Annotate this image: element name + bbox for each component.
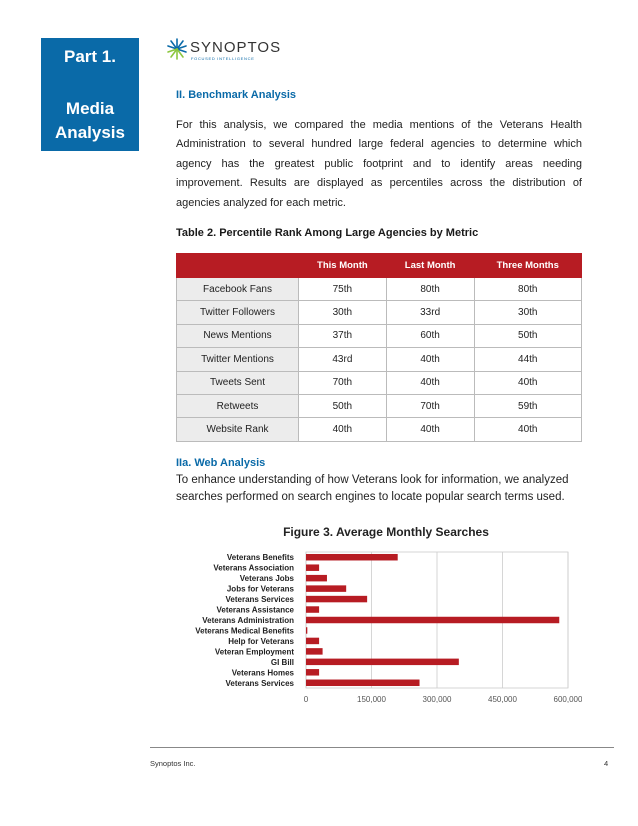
- x-tick-label: 0: [303, 695, 309, 704]
- category-label: Veterans Medical Benefits: [195, 626, 294, 636]
- logo-tagline: FOCUSED INTELLIGENCE: [191, 56, 255, 61]
- value-cell: 40th: [386, 371, 474, 394]
- row-label-cell: Retweets: [177, 394, 299, 417]
- part-label: Part 1.: [64, 47, 116, 66]
- table-row: [177, 301, 582, 324]
- percentile-table: [176, 253, 582, 442]
- value-cell: 40th: [474, 418, 582, 441]
- chart-bar: [306, 554, 398, 560]
- category-label: Veterans Assistance: [216, 605, 294, 615]
- category-label: Veterans Jobs: [239, 574, 294, 584]
- category-label: Veterans Administration: [202, 616, 294, 625]
- value-cell: 80th: [474, 278, 582, 301]
- row-label-cell: Facebook Fans: [177, 278, 299, 301]
- category-label: Jobs for Veterans: [226, 584, 294, 594]
- value-cell: 43rd: [299, 348, 387, 371]
- row-label-cell: Tweets Sent: [177, 371, 299, 394]
- sunburst-icon: [166, 38, 188, 60]
- chart-bar: [306, 680, 420, 686]
- chart-title: Figure 3. Average Monthly Searches: [283, 525, 489, 539]
- chart-bar: [306, 669, 319, 675]
- category-label: Veterans Benefits: [226, 553, 294, 563]
- category-label: Veterans Homes: [231, 668, 294, 678]
- value-cell: 44th: [474, 348, 582, 371]
- header-cell: Last Month: [386, 254, 474, 278]
- value-cell: 59th: [474, 394, 582, 417]
- logo-wordmark: SYNOPTOS: [190, 39, 282, 56]
- benchmark-paragraph: For this analysis, we compared the media mentions of the Veterans Health Administration to several hundred large federal agencies to determine which agency has the greatest public footprint and to identify areas needing improvement. Results are displayed as percentiles across the distribution of agencies analyzed for each metric.: [176, 119, 582, 209]
- header-cell: [177, 254, 299, 278]
- table-row: [177, 324, 582, 347]
- chart-bar: [306, 638, 319, 644]
- value-cell: 30th: [474, 301, 582, 324]
- search-bar-chart: [176, 518, 582, 718]
- category-label: Veteran Employment: [214, 647, 294, 657]
- table-row: [177, 371, 582, 394]
- footer-company: Synoptos Inc.: [150, 759, 196, 768]
- chart-bar: [306, 585, 346, 591]
- row-label-cell: Twitter Followers: [177, 301, 299, 324]
- table-header-row: [177, 254, 582, 278]
- table-row: [177, 394, 582, 417]
- value-cell: 40th: [474, 371, 582, 394]
- chart-bar: [306, 659, 459, 665]
- web-paragraph: To enhance understanding of how Veterans look for information, we analyzed searches performed on search engines to locate popular search terms used.: [176, 474, 569, 503]
- chart-bar: [306, 617, 559, 623]
- section-banner: [41, 38, 139, 151]
- x-tick-label: 600,000: [553, 695, 582, 704]
- value-cell: 70th: [299, 371, 387, 394]
- table-row: [177, 418, 582, 441]
- table-title: Table 2. Percentile Rank Among Large Agencies by Metric: [176, 227, 479, 239]
- table-row: [177, 348, 582, 371]
- header-cell: This Month: [299, 254, 387, 278]
- benchmark-heading: II. Benchmark Analysis: [176, 89, 297, 101]
- row-label-cell: Twitter Mentions: [177, 348, 299, 371]
- x-tick-label: 300,000: [422, 695, 452, 704]
- table-row: [177, 278, 582, 301]
- value-cell: 40th: [386, 348, 474, 371]
- web-heading: IIa. Web Analysis: [176, 457, 266, 469]
- value-cell: 40th: [386, 418, 474, 441]
- chart-bar: [306, 575, 327, 581]
- chart-bar: [306, 564, 319, 570]
- value-cell: 30th: [299, 301, 387, 324]
- chart-bar: [306, 627, 307, 633]
- value-cell: 80th: [386, 278, 474, 301]
- synoptos-logo: [166, 38, 286, 62]
- value-cell: 37th: [299, 324, 387, 347]
- page-number: 4: [604, 759, 609, 768]
- value-cell: 40th: [299, 418, 387, 441]
- header-cell: Three Months: [474, 254, 582, 278]
- value-cell: 60th: [386, 324, 474, 347]
- value-cell: 50th: [474, 324, 582, 347]
- chart-bar: [306, 606, 319, 612]
- x-tick-label: 450,000: [488, 695, 517, 704]
- row-label-cell: Website Rank: [177, 418, 299, 441]
- footer-divider: [150, 747, 614, 748]
- row-label-cell: News Mentions: [177, 324, 299, 347]
- category-label: Veterans Services: [225, 678, 294, 688]
- value-cell: 50th: [299, 394, 387, 417]
- section-title: Media Analysis: [55, 99, 125, 142]
- value-cell: 75th: [299, 278, 387, 301]
- chart-bar: [306, 648, 323, 654]
- x-tick-label: 150,000: [357, 695, 386, 704]
- value-cell: 70th: [386, 394, 474, 417]
- category-label: GI Bill: [270, 657, 294, 667]
- category-label: Help for Veterans: [228, 636, 294, 646]
- category-label: Veterans Association: [213, 563, 294, 573]
- category-label: Veterans Services: [225, 595, 294, 605]
- value-cell: 33rd: [386, 301, 474, 324]
- chart-bar: [306, 596, 367, 602]
